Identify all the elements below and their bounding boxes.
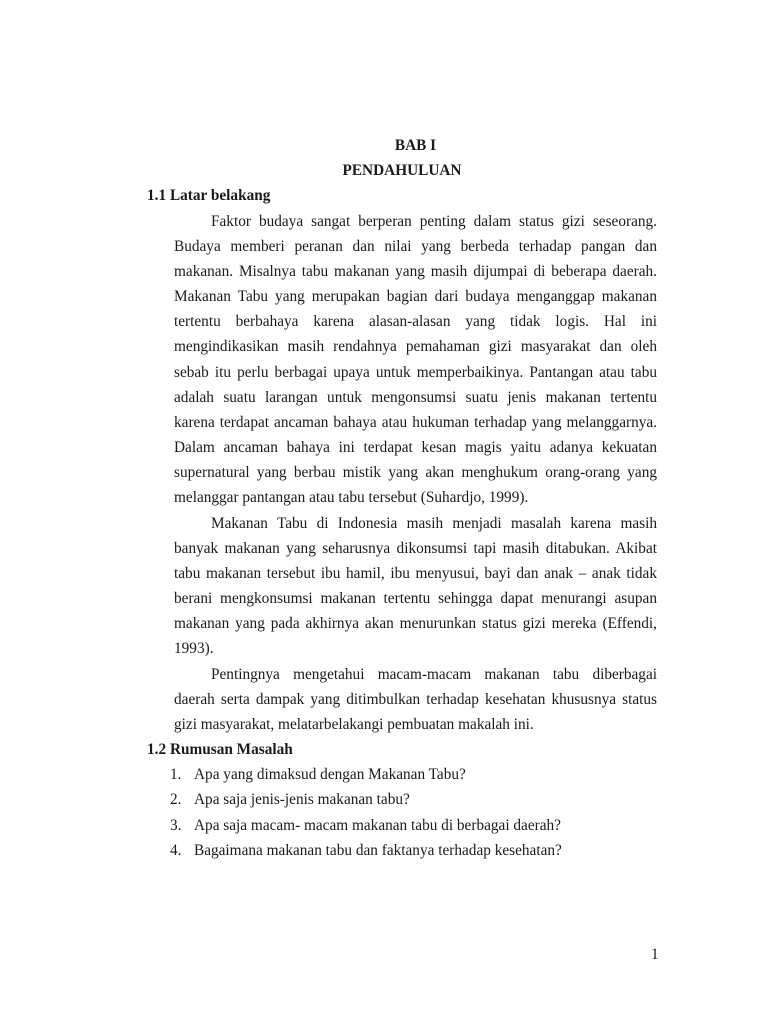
list-number: 3. [170, 816, 182, 834]
chapter-title: PENDAHULUAN [342, 162, 462, 180]
list-text: Apa yang dimaksud dengan Makanan Tabu? [194, 766, 466, 784]
paragraph-line: sebab itu perlu berbagai upaya untuk memperbaikinya. Pantangan atau tabu [174, 363, 657, 381]
paragraph-line: Faktor budaya sangat berperan penting dalam status gizi seseorang. [211, 212, 657, 230]
list-item [170, 787, 768, 812]
paragraph-line: 1993). [174, 640, 214, 658]
list-number: 1. [170, 766, 182, 784]
paragraph-line: makanan. Misalnya tabu makanan yang masih dijumpai di beberapa daerah. [174, 262, 657, 280]
section-heading: 1.1 Latar belakang [147, 187, 271, 205]
list-number: 2. [170, 791, 182, 809]
paragraph-line: tabu makanan tersebut ibu hamil, ibu menyusui, bayi dan anak – anak tidak [174, 564, 657, 582]
paragraph-line: melanggar pantangan atau tabu tersebut (Suhardjo, 1999). [174, 489, 529, 507]
page-number: 1 [651, 946, 659, 963]
paragraph-line: Budaya memberi peranan dan nilai yang berbeda terhadap pangan dan [174, 237, 657, 255]
list-text: Apa saja macam- macam makanan tabu di berbagai daerah? [194, 816, 561, 834]
paragraph-line: banyak makanan yang seharusnya dikonsumsi tapi masih ditabukan. Akibat [174, 539, 657, 557]
paragraph-line: Pentingnya mengetahui macam-macam makanan tabu diberbagai [211, 665, 657, 683]
paragraph-line: tertentu berbahaya karena alasan-alasan yang tidak logis. Hal ini [174, 313, 657, 331]
numbered-list [0, 762, 768, 863]
paragraph-line: Dalam ancaman bahaya ini terdapat kesan magis yaitu adanya kekuatan [174, 439, 657, 457]
paragraph-line: Makanan Tabu di Indonesia masih menjadi masalah karena masih [211, 514, 657, 532]
paragraph [0, 511, 768, 662]
paragraph [0, 209, 768, 511]
list-item [170, 813, 768, 838]
paragraph-line: supernatural yang berbau mistik yang akan menghukum orang-orang yang [174, 464, 657, 482]
paragraph [0, 662, 768, 738]
paragraph-line: daerah serta dampak yang ditimbulkan terhadap kesehatan khususnya status [174, 690, 657, 708]
list-text: Bagaimana makanan tabu dan faktanya terhadap kesehatan? [194, 841, 562, 859]
list-text: Apa saja jenis-jenis makanan tabu? [194, 791, 410, 809]
list-item [170, 838, 768, 863]
section-heading: 1.2 Rumusan Masalah [147, 741, 293, 759]
paragraph-line: Makanan Tabu yang merupakan bagian dari budaya menganggap makanan [174, 288, 657, 306]
paragraph-line: karena terdapat ancaman bahaya atau hukuman terhadap yang melanggarnya. [174, 413, 657, 431]
list-item [170, 762, 768, 787]
section-latar-belakang [0, 183, 768, 737]
section-rumusan-masalah [0, 737, 768, 863]
chapter-label: BAB I [394, 137, 437, 154]
paragraph-line: makanan yang pada akhirnya akan menurunkan status gizi mereka (Effendi, [174, 615, 657, 633]
paragraph-line: berani mengkonsumsi makanan tertentu sehingga dapat menurangi asupan [174, 590, 657, 608]
paragraph-line: gizi masyarakat, melatarbelakangi pembuatan makalah ini. [174, 715, 534, 733]
paragraph-line: adalah suatu larangan untuk mengonsumsi suatu jenis makanan tertentu [174, 388, 657, 406]
list-number: 4. [170, 841, 182, 859]
paragraph-line: mengindikasikan masih rendahnya pemahaman gizi masyarakat dan oleh [174, 338, 657, 356]
document-body [0, 133, 768, 863]
